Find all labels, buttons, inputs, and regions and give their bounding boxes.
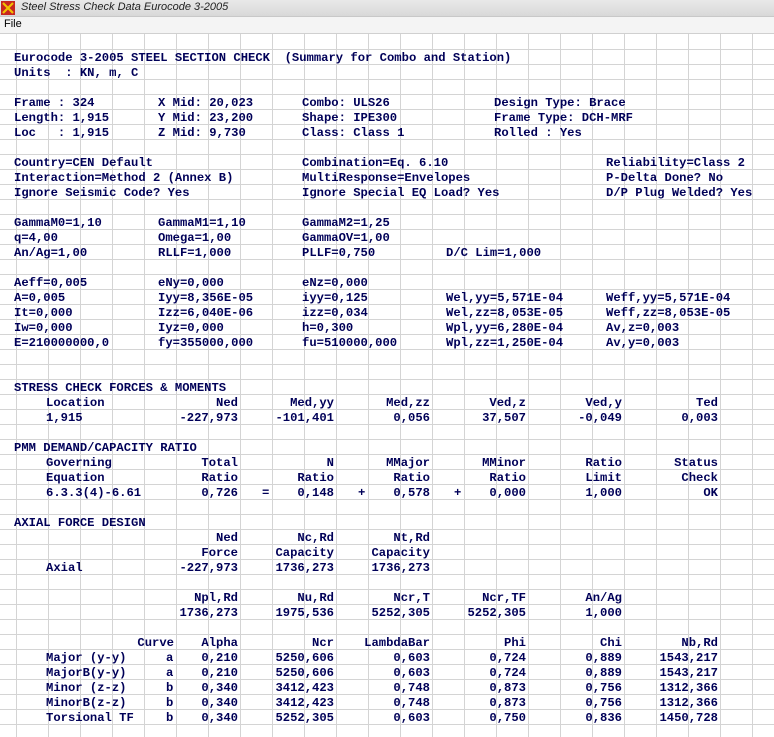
column-header: Capacity	[275, 546, 334, 560]
section-prop: A=0,005	[14, 291, 66, 305]
table-cell: 1,000	[585, 606, 622, 620]
operator: +	[454, 486, 462, 500]
row-label: Torsional TF	[46, 711, 134, 725]
column-header: Limit	[585, 471, 622, 485]
table-cell: 0,603	[393, 711, 430, 725]
menu-file[interactable]: File	[4, 18, 22, 30]
section-prop: Weff,zz=8,053E-05	[606, 306, 731, 320]
setting: Ignore Special EQ Load? Yes	[302, 186, 500, 200]
column-header: Curve	[137, 636, 174, 650]
factor: GammaM2=1,25	[302, 216, 390, 230]
section-prop: Wpl,yy=6,280E-04	[446, 321, 564, 335]
table-cell: 37,507	[482, 411, 526, 425]
table-cell: 0,889	[585, 651, 622, 665]
column-header: Capacity	[371, 546, 430, 560]
table-cell: 3412,423	[275, 696, 334, 710]
table-cell: 5252,305	[371, 606, 430, 620]
window-title: Steel Stress Check Data Eurocode 3-2005	[21, 1, 229, 13]
column-header: Nu,Rd	[297, 591, 334, 605]
frame-info: Loc : 1,915	[14, 126, 110, 140]
section-prop: izz=0,034	[302, 306, 368, 320]
app-icon	[1, 1, 15, 15]
column-header: Ved,y	[585, 396, 622, 410]
column-header: Ted	[696, 396, 718, 410]
column-header: Ratio	[585, 456, 622, 470]
column-header: Nc,Rd	[297, 531, 334, 545]
column-header: Chi	[600, 636, 622, 650]
setting: Country=CEN Default	[14, 156, 153, 170]
row-label: MinorB(z-z)	[46, 696, 127, 710]
column-header: Governing	[46, 456, 112, 470]
section-prop: Wel,zz=8,053E-05	[446, 306, 564, 320]
table-cell: 1975,536	[275, 606, 334, 620]
table-cell: a	[166, 651, 174, 665]
section-heading: PMM DEMAND/CAPACITY RATIO	[14, 441, 197, 455]
table-cell: b	[166, 681, 174, 695]
column-header: Ncr,TF	[482, 591, 526, 605]
table-cell: b	[166, 711, 174, 725]
report-area	[0, 34, 774, 737]
column-header: Alpha	[201, 636, 238, 650]
table-cell: 0,750	[489, 711, 526, 725]
column-header: An/Ag	[585, 591, 622, 605]
column-header: Ratio	[393, 471, 430, 485]
frame-info: Y Mid: 23,200	[158, 111, 254, 125]
section-prop: E=210000000,0	[14, 336, 110, 350]
table-cell: 0,340	[201, 681, 238, 695]
factor: An/Ag=1,00	[14, 246, 88, 260]
table-cell: 1543,217	[659, 651, 718, 665]
column-header: Ratio	[297, 471, 334, 485]
table-cell: 5252,305	[275, 711, 334, 725]
section-prop: Weff,yy=5,571E-04	[606, 291, 731, 305]
setting: Reliability=Class 2	[606, 156, 745, 170]
column-header: MMinor	[482, 456, 526, 470]
setting: D/P Plug Welded? Yes	[606, 186, 753, 200]
operator: +	[358, 486, 366, 500]
table-cell: 0,340	[201, 711, 238, 725]
frame-info: Rolled : Yes	[494, 126, 582, 140]
column-header: Ratio	[489, 471, 526, 485]
frame-info: Frame : 324	[14, 96, 95, 110]
units-line: Units : KN, m, C	[14, 66, 139, 80]
table-cell: 1,915	[46, 411, 83, 425]
factor: q=4,00	[14, 231, 58, 245]
section-heading: AXIAL FORCE DESIGN	[14, 516, 146, 530]
table-cell: -0,049	[578, 411, 622, 425]
table-cell: 1736,273	[371, 561, 430, 575]
column-header: MMajor	[386, 456, 430, 470]
status-check: OK	[703, 486, 718, 500]
menu-bar	[0, 17, 774, 34]
row-label: Minor (z-z)	[46, 681, 127, 695]
table-cell: 0,724	[489, 651, 526, 665]
factor: D/C Lim=1,000	[446, 246, 542, 260]
column-header: Med,zz	[386, 396, 430, 410]
column-header: LambdaBar	[364, 636, 430, 650]
section-prop: Aeff=0,005	[14, 276, 88, 290]
table-cell: -227,973	[179, 561, 238, 575]
section-prop: Izz=6,040E-06	[158, 306, 254, 320]
column-header: Force	[201, 546, 238, 560]
factor: GammaM1=1,10	[158, 216, 246, 230]
table-cell: 0,726	[201, 486, 238, 500]
table-cell: 0,000	[489, 486, 526, 500]
column-header: Med,yy	[290, 396, 334, 410]
column-header: Phi	[504, 636, 526, 650]
table-cell: 0,148	[297, 486, 334, 500]
table-cell: 0,836	[585, 711, 622, 725]
column-header: Ratio	[201, 471, 238, 485]
frame-info: Frame Type: DCH-MRF	[494, 111, 633, 125]
setting: Interaction=Method 2 (Annex B)	[14, 171, 234, 185]
table-cell: 0,724	[489, 666, 526, 680]
column-header: Check	[681, 471, 718, 485]
column-header: Nb,Rd	[681, 636, 718, 650]
table-cell: -227,973	[179, 411, 238, 425]
table-cell: b	[166, 696, 174, 710]
table-cell: 0,873	[489, 681, 526, 695]
table-cell: 0,210	[201, 666, 238, 680]
table-cell: 1450,728	[659, 711, 718, 725]
section-prop: fy=355000,000	[158, 336, 254, 350]
section-prop: Iyz=0,000	[158, 321, 224, 335]
frame-info: Design Type: Brace	[494, 96, 626, 110]
table-cell: 0,756	[585, 696, 622, 710]
table-cell: 5250,606	[275, 666, 334, 680]
frame-info: Length: 1,915	[14, 111, 110, 125]
column-header: Ved,z	[489, 396, 526, 410]
table-cell: 1736,273	[275, 561, 334, 575]
operator: =	[262, 486, 270, 500]
table-cell: 1312,366	[659, 696, 718, 710]
column-header: Ncr	[312, 636, 334, 650]
frame-info: Shape: IPE300	[302, 111, 398, 125]
section-prop: Wel,yy=5,571E-04	[446, 291, 564, 305]
setting: P-Delta Done? No	[606, 171, 724, 185]
table-cell: 0,340	[201, 696, 238, 710]
column-header: Location	[46, 396, 105, 410]
setting: MultiResponse=Envelopes	[302, 171, 471, 185]
section-prop: h=0,300	[302, 321, 354, 335]
title-bar	[0, 0, 774, 17]
table-cell: a	[166, 666, 174, 680]
table-cell: 0,603	[393, 651, 430, 665]
frame-info: Class: Class 1	[302, 126, 405, 140]
frame-info: X Mid: 20,023	[158, 96, 254, 110]
table-cell: 1312,366	[659, 681, 718, 695]
row-label: MajorB(y-y)	[46, 666, 127, 680]
section-prop: Av,y=0,003	[606, 336, 680, 350]
column-header: Ned	[216, 396, 238, 410]
section-prop: fu=510000,000	[302, 336, 398, 350]
column-header: Equation	[46, 471, 105, 485]
table-cell: 5252,305	[467, 606, 526, 620]
column-header: Ncr,T	[393, 591, 430, 605]
table-cell: 0,003	[681, 411, 718, 425]
table-cell: 0,889	[585, 666, 622, 680]
section-prop: eNz=0,000	[302, 276, 368, 290]
column-header: Ned	[216, 531, 238, 545]
table-cell: 6.3.3(4)-6.61	[46, 486, 142, 500]
row-label: Axial	[46, 561, 83, 575]
column-header: Total	[201, 456, 238, 470]
column-header: Nt,Rd	[393, 531, 430, 545]
table-cell: 1,000	[585, 486, 622, 500]
table-cell: 0,603	[393, 666, 430, 680]
factor: Omega=1,00	[158, 231, 232, 245]
table-cell: 0,748	[393, 681, 430, 695]
section-prop: Wpl,zz=1,250E-04	[446, 336, 564, 350]
section-prop: Iyy=8,356E-05	[158, 291, 254, 305]
factor: GammaM0=1,10	[14, 216, 102, 230]
section-prop: It=0,000	[14, 306, 73, 320]
table-cell: 0,748	[393, 696, 430, 710]
column-header: N	[326, 456, 334, 470]
table-cell: 0,873	[489, 696, 526, 710]
table-cell: -101,401	[275, 411, 334, 425]
setting: Combination=Eq. 6.10	[302, 156, 449, 170]
table-cell: 1736,273	[179, 606, 238, 620]
section-prop: Iw=0,000	[14, 321, 73, 335]
table-cell: 3412,423	[275, 681, 334, 695]
frame-info: Combo: ULS26	[302, 96, 390, 110]
section-prop: iyy=0,125	[302, 291, 368, 305]
factor: PLLF=0,750	[302, 246, 376, 260]
table-cell: 0,756	[585, 681, 622, 695]
factor: RLLF=1,000	[158, 246, 232, 260]
section-prop: eNy=0,000	[158, 276, 224, 290]
frame-info: Z Mid: 9,730	[158, 126, 246, 140]
column-header: Status	[674, 456, 718, 470]
table-cell: 0,578	[393, 486, 430, 500]
table-cell: 0,056	[393, 411, 430, 425]
table-cell: 1543,217	[659, 666, 718, 680]
report-title: Eurocode 3-2005 STEEL SECTION CHECK (Summary for Combo and Station)	[14, 51, 512, 65]
column-header: Npl,Rd	[194, 591, 238, 605]
table-cell: 0,210	[201, 651, 238, 665]
factor: GammaOV=1,00	[302, 231, 390, 245]
section-heading: STRESS CHECK FORCES & MOMENTS	[14, 381, 227, 395]
section-prop: Av,z=0,003	[606, 321, 680, 335]
table-cell: 5250,606	[275, 651, 334, 665]
setting: Ignore Seismic Code? Yes	[14, 186, 190, 200]
row-label: Major (y-y)	[46, 651, 127, 665]
